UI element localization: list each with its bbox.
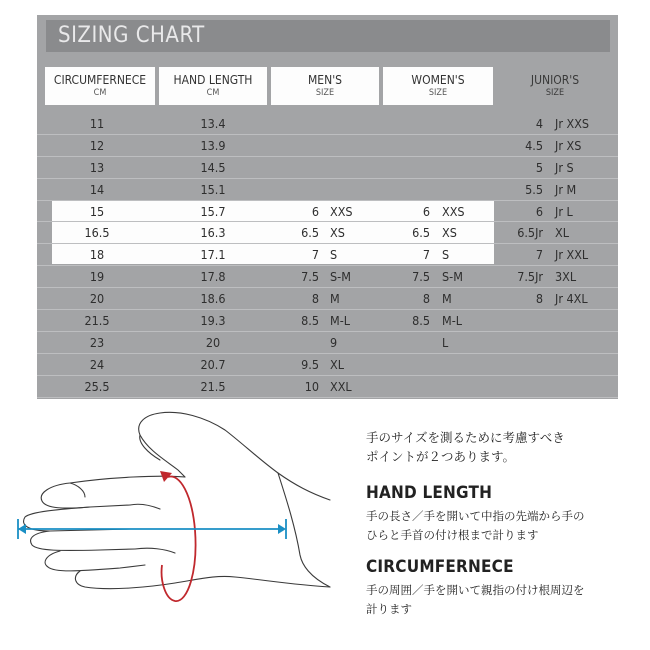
cell-juniors-number: 7.5Jr xyxy=(517,269,543,285)
cell-juniors-size: Jr S xyxy=(555,159,574,175)
cell-womens-number: 8 xyxy=(422,291,430,307)
cell-circumference: 14 xyxy=(89,181,105,197)
header-sub: SIZE xyxy=(545,88,565,98)
table-row xyxy=(37,157,618,179)
cell-circumference: 23 xyxy=(89,334,105,350)
cell-womens-number: 6.5 xyxy=(412,225,430,241)
table-row xyxy=(37,266,618,288)
cell-mens-number: 8 xyxy=(311,291,319,307)
cell-juniors-number: 8 xyxy=(535,291,543,307)
hand-length-desc-line1: 手の長さ／手を開いて中指の先端から手の xyxy=(366,509,585,523)
cell-juniors-size: Jr L xyxy=(555,203,573,219)
cell-mens-number: 10 xyxy=(304,378,319,394)
table-row xyxy=(37,244,618,266)
cell-hand-length: 13.9 xyxy=(200,137,226,153)
cell-circumference: 16.5 xyxy=(84,225,110,241)
cell-womens-size: L xyxy=(442,334,449,350)
table-row xyxy=(37,135,618,157)
cell-circumference: 20 xyxy=(89,291,105,307)
header-label: MEN'S xyxy=(307,73,343,87)
table-row xyxy=(37,332,618,354)
cell-womens-size: S-M xyxy=(442,269,463,285)
cell-mens-number: 7 xyxy=(311,247,319,263)
cell-juniors-number: 6.5Jr xyxy=(517,225,543,241)
cell-hand-length: 18.6 xyxy=(200,291,226,307)
cell-mens-number: 7.5 xyxy=(301,269,319,285)
cell-mens-size: M xyxy=(330,291,340,307)
cell-circumference: 12 xyxy=(89,137,105,153)
cell-juniors-number: 5.5 xyxy=(525,181,543,197)
cell-juniors-number: 5 xyxy=(535,159,543,175)
measurement-info xyxy=(366,428,636,619)
hand-length-title: HAND LENGTH xyxy=(366,483,493,503)
cell-mens-number: 9.5 xyxy=(301,356,319,372)
header-circumference xyxy=(45,67,155,105)
table-row xyxy=(37,288,618,310)
cell-mens-size: 9 xyxy=(330,334,338,350)
table-row xyxy=(37,222,618,244)
header-sub: SIZE xyxy=(428,88,448,98)
header-sub: CM xyxy=(206,88,220,98)
cell-hand-length: 15.7 xyxy=(200,203,226,219)
cell-hand-length: 21.5 xyxy=(200,378,226,394)
header-label: CIRCUMFERNECE xyxy=(53,73,147,87)
cell-womens-size: M-L xyxy=(442,313,463,329)
cell-womens-number: 6 xyxy=(422,203,430,219)
cell-juniors-size: Jr M xyxy=(555,181,577,197)
cell-circumference: 11 xyxy=(89,116,105,131)
intro-text-line2: ポイントが２つあります。 xyxy=(366,449,516,464)
cell-juniors-size: XL xyxy=(555,225,569,241)
chart-title: SIZING CHART xyxy=(46,20,610,52)
header-sub: SIZE xyxy=(315,88,335,98)
cell-hand-length: 17.8 xyxy=(200,269,226,285)
cell-womens-number: 8.5 xyxy=(412,313,430,329)
cell-mens-size: XL xyxy=(330,356,344,372)
cell-circumference: 25.5 xyxy=(84,378,110,394)
table-row xyxy=(37,376,618,398)
cell-womens-size: XS xyxy=(442,225,457,241)
cell-mens-size: XXL xyxy=(330,378,352,394)
table-row xyxy=(37,310,618,332)
hand-outline xyxy=(24,412,330,588)
header-label: HAND LENGTH xyxy=(173,73,253,87)
cell-juniors-number: 6 xyxy=(535,203,543,219)
cell-womens-size: M xyxy=(442,291,452,307)
table-row xyxy=(37,354,618,376)
header-label: WOMEN'S xyxy=(411,73,465,87)
cell-juniors-number: 4.5 xyxy=(525,137,543,153)
cell-womens-number: 7.5 xyxy=(412,269,430,285)
cell-womens-size: S xyxy=(442,247,450,263)
circumference-title: CIRCUMFERNECE xyxy=(366,557,514,577)
cell-juniors-size: Jr XXS xyxy=(555,116,590,131)
table-row xyxy=(37,113,618,135)
cell-mens-size: XS xyxy=(330,225,345,241)
circumference-arrow xyxy=(160,471,196,601)
header-juniors xyxy=(499,67,611,105)
cell-juniors-size: Jr XXL xyxy=(555,247,589,263)
cell-juniors-number: 4 xyxy=(535,116,543,131)
cell-juniors-number: 7 xyxy=(535,247,543,263)
cell-hand-length: 15.1 xyxy=(200,181,226,197)
cell-mens-size: M-L xyxy=(330,313,351,329)
header-hand-length xyxy=(159,67,267,105)
cell-circumference: 13 xyxy=(89,159,105,175)
cell-mens-size: S-M xyxy=(330,269,351,285)
cell-hand-length: 17.1 xyxy=(200,247,226,263)
cell-hand-length: 20 xyxy=(205,334,221,350)
cell-hand-length: 16.3 xyxy=(200,225,226,241)
cell-mens-size: S xyxy=(330,247,338,263)
cell-hand-length: 14.5 xyxy=(200,159,226,175)
hand-illustration xyxy=(10,405,340,615)
cell-circumference: 19 xyxy=(89,269,105,285)
cell-womens-number: 7 xyxy=(422,247,430,263)
cell-juniors-size: Jr XS xyxy=(555,137,582,153)
cell-juniors-size: 3XL xyxy=(555,269,577,285)
cell-circumference: 15 xyxy=(89,203,105,219)
cell-hand-length: 20.7 xyxy=(200,356,226,372)
header-womens xyxy=(383,67,493,105)
circumference-desc-line1: 手の周囲／手を開いて親指の付け根周辺を xyxy=(366,583,585,597)
hand-length-arrow xyxy=(18,519,286,539)
cell-mens-number: 6 xyxy=(311,203,319,219)
circumference-desc-line2: 計ります xyxy=(366,602,412,616)
header-label: JUNIOR'S xyxy=(530,73,580,87)
hand-length-desc-line2: ひらと手首の付け根まで計ります xyxy=(366,528,539,542)
cell-juniors-size: Jr 4XL xyxy=(555,291,588,307)
header-mens xyxy=(271,67,379,105)
sizing-chart xyxy=(37,15,618,399)
cell-hand-length: 19.3 xyxy=(200,313,226,329)
cell-hand-length: 13.4 xyxy=(200,116,226,131)
intro-text-line1: 手のサイズを測るために考慮すべき xyxy=(366,430,565,445)
cell-mens-number: 6.5 xyxy=(301,225,319,241)
cell-circumference: 18 xyxy=(89,247,105,263)
cell-circumference: 24 xyxy=(89,356,105,372)
table-row xyxy=(37,179,618,201)
cell-mens-number: 8.5 xyxy=(301,313,319,329)
header-sub: CM xyxy=(93,88,107,98)
cell-mens-size: XXS xyxy=(330,203,353,219)
table-row xyxy=(37,201,618,223)
size-table-body xyxy=(37,113,618,398)
cell-circumference: 21.5 xyxy=(84,313,110,329)
cell-womens-size: XXS xyxy=(442,203,465,219)
